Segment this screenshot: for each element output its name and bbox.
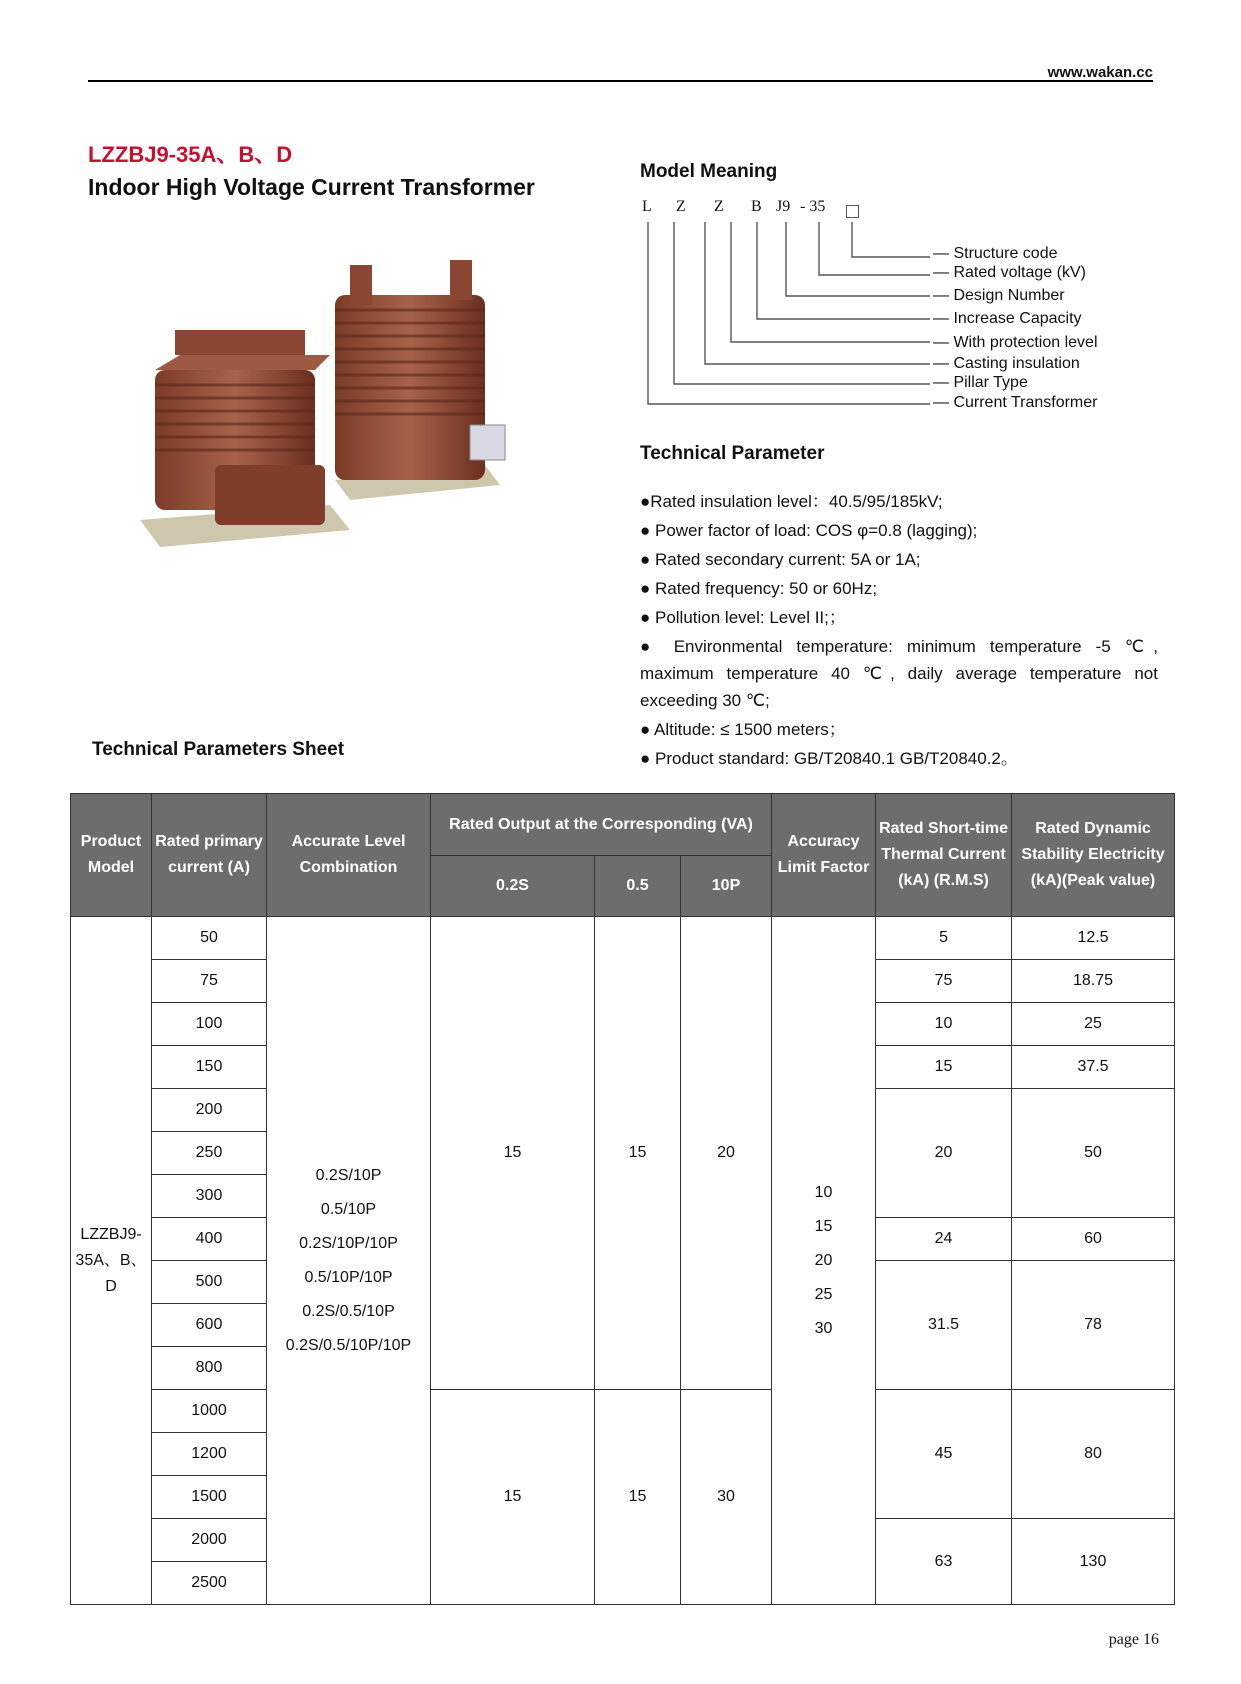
header-accurate-level: Accurate Level Combination: [267, 794, 431, 917]
current-cell: 150: [152, 1046, 267, 1089]
current-cell: 800: [152, 1347, 267, 1390]
param-item: ● Rated frequency: 50 or 60Hz;: [640, 579, 878, 598]
legend-structure-code: — Structure code: [933, 245, 1058, 262]
legend-current-transformer: — Current Transformer: [933, 394, 1098, 411]
header-rated-output: Rated Output at the Corresponding (VA): [431, 794, 772, 856]
legend-rated-voltage: — Rated voltage (kV): [933, 264, 1086, 281]
dynamic-cell: 25: [1012, 1003, 1175, 1046]
dynamic-cell: 60: [1012, 1218, 1175, 1261]
param-item: ● Rated secondary current: 5A or 1A;: [640, 550, 921, 569]
legend-design-number: — Design Number: [933, 287, 1065, 304]
dynamic-cell: 80: [1012, 1390, 1175, 1519]
current-cell: 75: [152, 960, 267, 1003]
dynamic-cell: 18.75: [1012, 960, 1175, 1003]
model-letter: L: [642, 198, 652, 215]
thermal-cell: 15: [876, 1046, 1012, 1089]
thermal-cell: 75: [876, 960, 1012, 1003]
legend-casting-insulation: — Casting insulation: [933, 355, 1080, 372]
header-rule: [88, 80, 1153, 82]
output-05-cell: 15: [595, 1390, 681, 1605]
current-cell: 1200: [152, 1433, 267, 1476]
legend-pillar-type: — Pillar Type: [933, 374, 1028, 391]
product-model-title: LZZBJ9-35A、B、D: [88, 142, 293, 167]
param-item: exceeding 30 ℃;: [640, 691, 770, 710]
param-item: ● Power factor of load: COS φ=0.8 (lagging);: [640, 521, 978, 540]
param-item: ● Pollution level: Level II;；: [640, 608, 846, 627]
param-item: ● Altitude: ≤ 1500 meters；: [640, 720, 846, 739]
product-name: Indoor High Voltage Current Transformer: [88, 174, 535, 200]
current-cell: 400: [152, 1218, 267, 1261]
legend-protection-level: — With protection level: [933, 334, 1098, 351]
model-letter: Z: [714, 198, 724, 215]
param-item: ● Product standard: GB/T20840.1 GB/T20840.2。: [640, 749, 1018, 768]
thermal-cell: 63: [876, 1519, 1012, 1605]
legend-increase-capacity: — Increase Capacity: [933, 310, 1082, 327]
thermal-cell: 20: [876, 1089, 1012, 1218]
param-item: ●Rated insulation level：40.5/95/185kV;: [640, 492, 943, 511]
header-output-10p: 10P: [681, 856, 772, 917]
technical-parameter-list: [640, 488, 1158, 772]
dynamic-cell: 12.5: [1012, 917, 1175, 960]
header-output-05: 0.5: [595, 856, 681, 917]
dynamic-cell: 37.5: [1012, 1046, 1175, 1089]
header-dynamic-stability: Rated Dynamic Stability Electricity (kA)(Peak value): [1012, 794, 1175, 917]
current-cell: 2500: [152, 1562, 267, 1605]
technical-parameter-heading: Technical Parameter: [640, 443, 825, 464]
product-model-cell: LZZBJ9-35A、B、D: [71, 917, 152, 1605]
header-rated-primary-current: Rated primary current (A): [152, 794, 267, 917]
header-product-model: Product Model: [71, 794, 152, 917]
output-05-cell: 15: [595, 917, 681, 1390]
dynamic-cell: 130: [1012, 1519, 1175, 1605]
thermal-cell: 24: [876, 1218, 1012, 1261]
header-accuracy-limit-factor: Accuracy Limit Factor: [772, 794, 876, 917]
model-letter: B: [751, 198, 762, 215]
thermal-cell: 10: [876, 1003, 1012, 1046]
output-02s-cell: 15: [431, 917, 595, 1390]
model-letter: J9: [776, 198, 791, 215]
current-cell: 100: [152, 1003, 267, 1046]
current-cell: 50: [152, 917, 267, 960]
current-cell: 500: [152, 1261, 267, 1304]
accurate-level-cell: 0.2S/10P 0.5/10P 0.2S/10P/10P 0.5/10P/10P 0.2S/0.5/10P 0.2S/0.5/10P/10P: [267, 917, 431, 1605]
current-cell: 300: [152, 1175, 267, 1218]
site-url: www.wakan.cc: [1047, 64, 1153, 81]
param-item: maximum temperature 40 ℃, daily average temperature not: [640, 664, 1158, 683]
technical-parameters-table: [70, 793, 1175, 1605]
current-cell: 1000: [152, 1390, 267, 1433]
page-number: page 16: [1108, 1631, 1159, 1648]
model-letter: - 35: [800, 198, 826, 215]
thermal-cell: 45: [876, 1390, 1012, 1519]
model-letter: Z: [676, 198, 686, 215]
product-photo: [130, 255, 550, 585]
param-item: ● Environmental temperature: minimum temperature -5 ℃,: [640, 637, 1158, 656]
output-10p-cell: 20: [681, 917, 772, 1390]
dynamic-cell: 50: [1012, 1089, 1175, 1218]
current-cell: 1500: [152, 1476, 267, 1519]
current-cell: 600: [152, 1304, 267, 1347]
thermal-cell: 31.5: [876, 1261, 1012, 1390]
header-thermal-current: Rated Short-time Thermal Current (kA) (R.M.S): [876, 794, 1012, 917]
output-02s-cell: 15: [431, 1390, 595, 1605]
parameters-sheet-heading: Technical Parameters Sheet: [92, 739, 345, 760]
current-cell: 250: [152, 1132, 267, 1175]
output-10p-cell: 30: [681, 1390, 772, 1605]
current-cell: 200: [152, 1089, 267, 1132]
dynamic-cell: 78: [1012, 1261, 1175, 1390]
current-cell: 2000: [152, 1519, 267, 1562]
header-output-02s: 0.2S: [431, 856, 595, 917]
model-meaning-heading: Model Meaning: [640, 161, 778, 182]
accuracy-limit-factor-cell: 10 15 20 25 30: [772, 917, 876, 1605]
structure-code-box: [846, 205, 859, 218]
thermal-cell: 5: [876, 917, 1012, 960]
